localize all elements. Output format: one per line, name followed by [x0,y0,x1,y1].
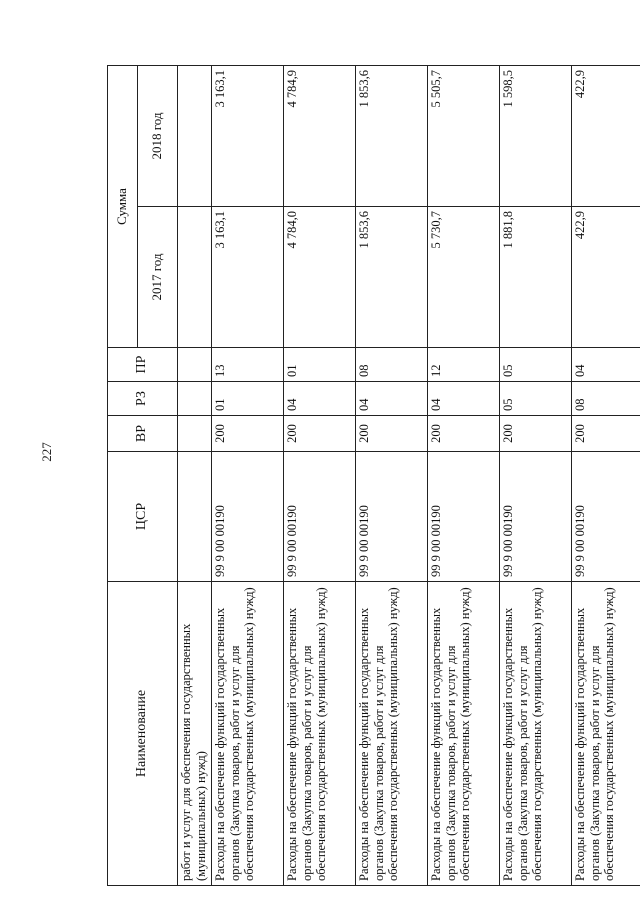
cell-pr: 08 [356,348,428,382]
cell-2017: 5 730,7 [428,207,500,348]
table-row [572,66,640,886]
cell-csr [178,452,212,582]
cell-csr: 99 9 00 00190 [500,452,572,582]
header-rz: РЗ [108,382,178,416]
cell-2017: 1 853,6 [356,207,428,348]
cell-rz [178,382,212,416]
cell-2018: 5 505,7 [428,66,500,207]
table-row [500,66,572,886]
table-row [212,66,284,886]
cell-vr: 200 [212,416,284,452]
budget-table [107,65,640,886]
cell-pr: 05 [500,348,572,382]
cell-name: Расходы на обеспечение функций государственных органов (Закупка товаров, работ и услуг для обеспечения государственных (муниципальных) нужд) [428,582,500,886]
cell-pr: 01 [284,348,356,382]
cell-rz: 04 [356,382,428,416]
cell-csr: 99 9 00 00190 [572,452,640,582]
cell-2017: 3 163,1 [212,207,284,348]
cell-name: Расходы на обеспечение функций государственных органов (Закупка товаров, работ и услуг для обеспечения государственных (муниципальных) нужд) [212,582,284,886]
rotated-table-container [107,66,616,886]
cell-pr [178,348,212,382]
table-body [178,66,640,886]
cell-csr: 99 9 00 00190 [212,452,284,582]
cell-vr: 200 [500,416,572,452]
cell-2017: 1 881,8 [500,207,572,348]
cell-pr: 12 [428,348,500,382]
cell-csr: 99 9 00 00190 [428,452,500,582]
table-row [428,66,500,886]
header-csr: ЦСР [108,452,178,582]
cell-csr: 99 9 00 00190 [284,452,356,582]
cell-vr: 200 [284,416,356,452]
cell-2017 [178,207,212,348]
cell-name: Расходы на обеспечение функций государственных органов (Закупка товаров, работ и услуг для обеспечения государственных (муниципальных) нужд) [500,582,572,886]
cell-vr: 200 [428,416,500,452]
page-number: 227 [39,442,54,462]
cell-name: Расходы на обеспечение функций государственных органов (Закупка товаров, работ и услуг для обеспечения государственных (муниципальных) нужд) [356,582,428,886]
cell-name: работ и услуг для обеспечения государственных (муниципальных) нужд) [178,582,212,886]
header-2018: 2018 год [138,66,178,207]
table-row [284,66,356,886]
header-vr: ВР [108,416,178,452]
cell-2017: 422,9 [572,207,640,348]
header-2017: 2017 год [138,207,178,348]
cell-2018: 1 853,6 [356,66,428,207]
cell-vr [178,416,212,452]
table-row [356,66,428,886]
cell-2018: 4 784,9 [284,66,356,207]
cell-2018: 1 598,5 [500,66,572,207]
header-pr: ПР [108,348,178,382]
cell-name: Расходы на обеспечение функций государственных органов (Закупка товаров, работ и услуг для обеспечения государственных (муниципальных) нужд) [284,582,356,886]
cell-pr: 13 [212,348,284,382]
header-name: Наименование [108,582,178,886]
table-row [178,66,212,886]
cell-rz: 08 [572,382,640,416]
cell-csr: 99 9 00 00190 [356,452,428,582]
cell-2017: 4 784,0 [284,207,356,348]
cell-vr: 200 [356,416,428,452]
header-sum: Сумма [108,66,138,348]
cell-name: Расходы на обеспечение функций государственных органов (Закупка товаров, работ и услуг для обеспечения государственных (муниципальных) нужд) [572,582,640,886]
cell-rz: 04 [284,382,356,416]
cell-vr: 200 [572,416,640,452]
cell-2018: 3 163,1 [212,66,284,207]
cell-pr: 04 [572,348,640,382]
cell-rz: 05 [500,382,572,416]
cell-2018 [178,66,212,207]
cell-rz: 01 [212,382,284,416]
cell-2018: 422,9 [572,66,640,207]
cell-rz: 04 [428,382,500,416]
